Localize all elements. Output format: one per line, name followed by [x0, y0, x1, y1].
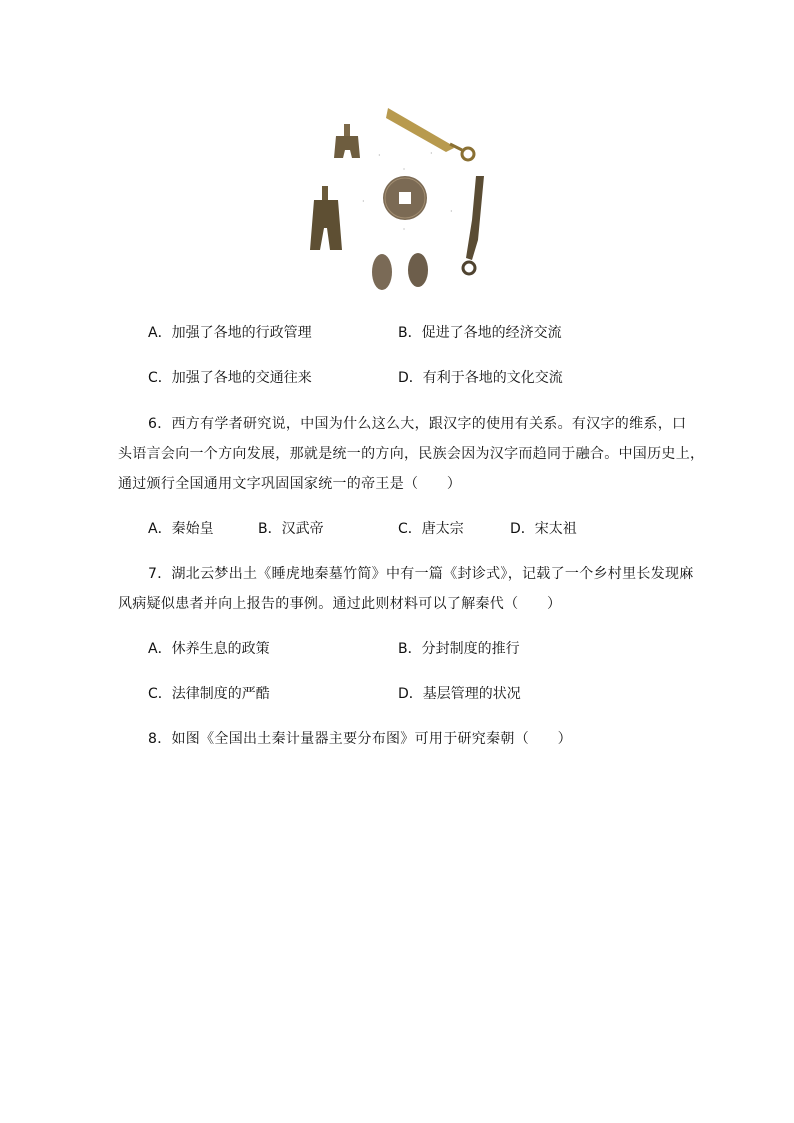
svg-text:·: ·: [402, 225, 406, 234]
svg-text:·: ·: [378, 151, 381, 160]
coins-illustration: [300, 100, 495, 300]
q7-stem-line2: 风病疑似患者并向上报告的事例。通过此则材料可以了解秦代（ ）: [118, 596, 562, 612]
ant-nose-coin-icon: [372, 253, 428, 290]
q6-stem-line3: 通过颁行全国通用文字巩固国家统一的帝王是（ ）: [118, 476, 462, 492]
q7-option-a: A．休养生息的政策: [148, 641, 270, 657]
q5-option-c: C．加强了各地的交通往来: [148, 370, 312, 386]
q6-stem-line2: 头语言会向一个方向发展，那就是统一的方向，民族会因为汉字而趋同于融合。中国历史上，: [118, 446, 705, 462]
svg-text:·: ·: [430, 149, 433, 158]
q5-option-a: A．加强了各地的行政管理: [148, 325, 312, 341]
q7-option-c: C．法律制度的严酷: [148, 686, 270, 702]
q6-option-d: D．宋太祖: [510, 521, 577, 537]
q6-stem-line1: 6．西方有学者研究说，中国为什么这么大，跟汉字的使用有关系。有汉字的维系，口: [148, 416, 687, 432]
q7-option-b: B．分封制度的推行: [398, 641, 520, 657]
ancient-coins-figure: [300, 100, 495, 300]
round-coin-icon: [383, 176, 427, 220]
q8-stem-line1: 8．如图《全国出土秦计量器主要分布图》可用于研究秦朝（ ）: [148, 731, 572, 747]
spade-coin-icon: [310, 186, 342, 250]
spade-coin-icon: [334, 124, 360, 158]
svg-text:·: ·: [362, 197, 365, 206]
q7-option-d: D．基层管理的状况: [398, 686, 521, 702]
svg-text:·: ·: [450, 207, 453, 216]
q6-option-a: A．秦始皇: [148, 521, 214, 537]
svg-text:·: ·: [402, 165, 406, 174]
q6-option-b: B．汉武帝: [258, 521, 324, 537]
q5-option-d: D．有利于各地的文化交流: [398, 370, 563, 386]
knife-coin-icon: [463, 176, 484, 274]
q7-stem-line1: 7．湖北云梦出土《睡虎地秦墓竹简》中有一篇《封诊式》，记载了一个乡村里长发现麻: [148, 566, 694, 582]
q5-option-b: B．促进了各地的经济交流: [398, 325, 562, 341]
q6-option-c: C．唐太宗: [398, 521, 464, 537]
